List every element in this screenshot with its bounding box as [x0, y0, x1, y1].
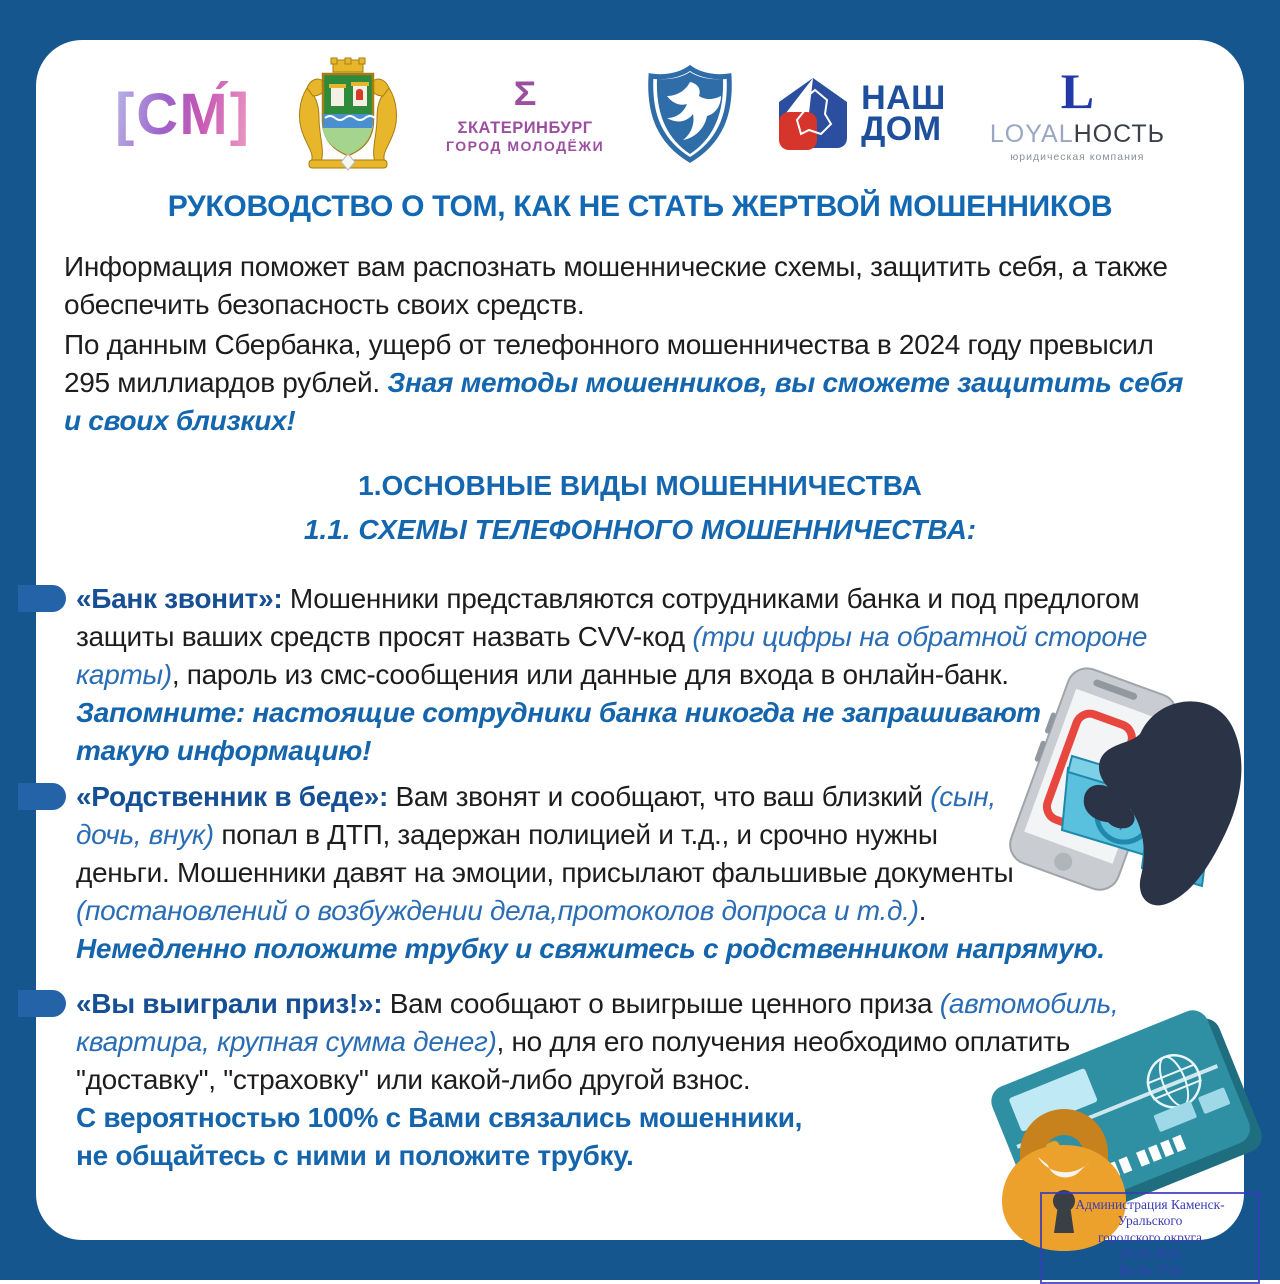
- cm-logo: [115, 81, 251, 148]
- nash-dom-logo: [775, 76, 946, 152]
- bullet-marker-1: [18, 585, 66, 612]
- phone-hand-stealing-money-icon: [998, 660, 1250, 912]
- bullet-3-warning-line1: С вероятностью 100% с Вами связались мошенники,: [76, 1102, 803, 1133]
- loyalnost-logo: [989, 62, 1165, 163]
- bullet-3-warning-line2: не общайтесь с ними и положите трубку.: [76, 1140, 634, 1171]
- bullet-2-note-1: (сын, дочь, внук): [76, 781, 996, 850]
- bullet-3-note: (автомобиль, квартира, крупная сумма денег): [76, 988, 1119, 1057]
- bullet-1-warning: Запомните: настоящие сотрудники банка никогда не запрашивают такую информацию!: [76, 697, 1041, 766]
- bullet-1-label: «Банк звонит»:: [76, 583, 283, 614]
- bullet-marker-2: [18, 783, 66, 810]
- cm-logo-text: [СМ́]: [114, 81, 252, 147]
- logo-strip: [36, 54, 1244, 174]
- registration-stamp: [1040, 1192, 1260, 1284]
- stamp-line-2: городского округа: [1097, 1229, 1203, 1245]
- bullet-bank-calls: «Банк звонит»: Мошенники представляются сотрудниками банка и под предлогом защиты ваших средств просят назвать CVV-код (три цифры на обратной стороне карты), пароль из смс-сообщения или данные для входа в онлайн-банк. Запомните: настоящие сотрудники банка никогда не запрашивают такую информацию!: [76, 580, 1211, 770]
- ekb-logo-line2: ГОРОД МОЛОДЁЖИ: [445, 137, 605, 154]
- shield-dove-icon: [649, 66, 731, 162]
- ekb-logo-line1: ΣКАТЕРИНБУРГ: [457, 118, 593, 137]
- stamp-line-3: 29.10.2025: [1119, 1246, 1181, 1262]
- bullet-2-label: «Родственник в беде»:: [76, 781, 389, 812]
- bullet-relative-in-trouble: «Родственник в беде»: Вам звонят и сообщают, что ваш близкий (сын, дочь, внук) попал в ДТП, задержан полицией и т.д., и срочно нужны деньги. Мошенники давят на эмоции, присылают фальшивые документы (постановлений о возбуждении дела,протоколов допроса и т.д.). Немедленно положите трубку и свяжитесь с родственником напрямую.: [76, 778, 1026, 968]
- intro-p2-accent: Зная методы мошенников, вы сможете защитить себя и своих близких!: [64, 367, 1184, 436]
- bullet-2-warning: Немедленно положите трубку и свяжитесь с родственником напрямую.: [76, 933, 1105, 964]
- bullet-3-label: «Вы выиграли приз!»:: [76, 988, 383, 1019]
- page-title: РУКОВОДСТВО О ТОМ, КАК НЕ СТАТЬ ЖЕРТВОЙ МОШЕННИКОВ: [167, 190, 1113, 223]
- bullet-1-note: (три цифры на обратной стороне карты): [76, 621, 1148, 690]
- section-heading-1-1: 1.1. СХЕМЫ ТЕЛЕФОННОГО МОШЕННИЧЕСТВА:: [303, 514, 977, 545]
- poster-content-card: [36, 40, 1244, 1278]
- bullet-marker-3: [18, 990, 66, 1017]
- loyalnost-wordmark: LOYALНОСТЬ: [989, 119, 1165, 148]
- nash-dom-wordmark: НАШ ДОМ: [861, 78, 946, 148]
- ekb-sigma-icon: Σ: [513, 74, 537, 113]
- intro-paragraph-2: [64, 326, 1189, 440]
- stamp-line-4: Вх № 7718: [1118, 1262, 1182, 1278]
- stamp-line-1: Администрация Каменск-Уральского: [1075, 1197, 1225, 1229]
- loyalnost-subtitle: юридическая компания: [1010, 150, 1145, 163]
- ekb-city-of-youth-logo: [445, 75, 605, 154]
- nash-dom-house-icon: [775, 76, 851, 152]
- section-heading-1: 1.ОСНОВНЫЕ ВИДЫ МОШЕННИЧЕСТВА: [358, 470, 922, 501]
- bullet-2-note-2: (постановлений о возбуждении дела,протоколов допроса и т.д.): [76, 895, 919, 926]
- loyalnost-letter-icon: L: [1060, 62, 1095, 119]
- intro-paragraph-1: Информация поможет вам распознать мошеннические схемы, защитить себя, а также обеспечить безопасность своих средств.: [64, 251, 1168, 320]
- ekaterinburg-coat-of-arms-icon: [295, 58, 401, 170]
- intro-p2-normal: По данным Сбербанка, ущерб от телефонного мошенничества в 2024 году превысил 295 миллиардов рублей.: [64, 329, 1154, 398]
- bullet-you-won-prize: «Вы выиграли приз!»: Вам сообщают о выигрыше ценного приза (автомобиль, квартира, крупная сумма денег), но для его получения необходимо оплатить "доставку", "страховку" или какой-либо другой взнос. С вероятностью 100% с Вами связались мошенники, не общайтесь с ними и положите трубку.: [76, 985, 1131, 1175]
